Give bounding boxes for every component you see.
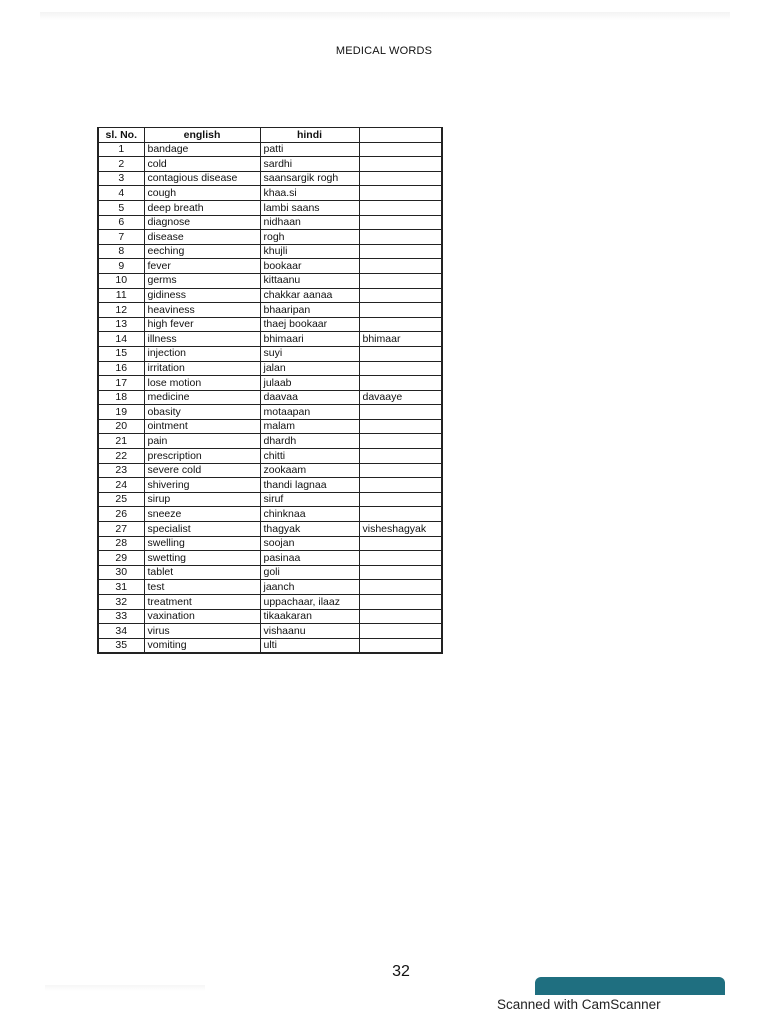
row-english: obasity xyxy=(144,405,260,420)
row-english: disease xyxy=(144,230,260,245)
row-extra xyxy=(359,361,442,376)
row-extra xyxy=(359,565,442,580)
row-sl-no: 6 xyxy=(98,215,144,230)
row-hindi: suyi xyxy=(260,346,359,361)
table-row xyxy=(98,361,442,376)
row-sl-no: 15 xyxy=(98,346,144,361)
row-hindi: chinknaa xyxy=(260,507,359,522)
row-extra xyxy=(359,215,442,230)
row-hindi: khaa.si xyxy=(260,186,359,201)
row-sl-no: 8 xyxy=(98,244,144,259)
row-sl-no: 18 xyxy=(98,390,144,405)
row-hindi: siruf xyxy=(260,492,359,507)
row-extra xyxy=(359,638,442,653)
row-english: treatment xyxy=(144,595,260,610)
row-extra xyxy=(359,536,442,551)
row-extra: bhimaar xyxy=(359,332,442,347)
row-sl-no: 14 xyxy=(98,332,144,347)
row-hindi: jalan xyxy=(260,361,359,376)
row-extra xyxy=(359,434,442,449)
row-sl-no: 21 xyxy=(98,434,144,449)
row-hindi: jaanch xyxy=(260,580,359,595)
row-english: lose motion xyxy=(144,376,260,391)
table-row xyxy=(98,609,442,624)
row-hindi: lambi saans xyxy=(260,200,359,215)
row-extra xyxy=(359,478,442,493)
row-hindi: kittaanu xyxy=(260,273,359,288)
document-title: MEDICAL WORDS xyxy=(335,45,433,57)
row-sl-no: 13 xyxy=(98,317,144,332)
row-sl-no: 33 xyxy=(98,609,144,624)
row-sl-no: 2 xyxy=(98,157,144,172)
row-hindi: motaapan xyxy=(260,405,359,420)
row-english: illness xyxy=(144,332,260,347)
table-row xyxy=(98,142,442,157)
table-row xyxy=(98,259,442,274)
row-sl-no: 3 xyxy=(98,171,144,186)
table-row xyxy=(98,303,442,318)
row-extra xyxy=(359,200,442,215)
row-hindi: bhimaari xyxy=(260,332,359,347)
row-hindi: dhardh xyxy=(260,434,359,449)
table-row xyxy=(98,200,442,215)
row-sl-no: 24 xyxy=(98,478,144,493)
row-sl-no: 34 xyxy=(98,624,144,639)
row-english: injection xyxy=(144,346,260,361)
scan-edge-artifact xyxy=(40,12,730,20)
row-english: pain xyxy=(144,434,260,449)
row-hindi: nidhaan xyxy=(260,215,359,230)
medical-words-table xyxy=(97,127,443,654)
row-english: fever xyxy=(144,259,260,274)
row-sl-no: 30 xyxy=(98,565,144,580)
row-english: severe cold xyxy=(144,463,260,478)
row-extra xyxy=(359,609,442,624)
row-hindi: bookaar xyxy=(260,259,359,274)
row-hindi: thandi lagnaa xyxy=(260,478,359,493)
row-extra xyxy=(359,405,442,420)
table-row xyxy=(98,157,442,172)
table-row xyxy=(98,346,442,361)
row-extra xyxy=(359,142,442,157)
table-row xyxy=(98,595,442,610)
table-row xyxy=(98,463,442,478)
row-english: sirup xyxy=(144,492,260,507)
row-sl-no: 26 xyxy=(98,507,144,522)
row-english: deep breath xyxy=(144,200,260,215)
table-row xyxy=(98,536,442,551)
row-english: vaxination xyxy=(144,609,260,624)
row-sl-no: 4 xyxy=(98,186,144,201)
table-row xyxy=(98,624,442,639)
row-english: germs xyxy=(144,273,260,288)
row-hindi: tikaakaran xyxy=(260,609,359,624)
row-hindi: saansargik rogh xyxy=(260,171,359,186)
row-sl-no: 31 xyxy=(98,580,144,595)
row-extra: visheshagyak xyxy=(359,522,442,537)
scan-edge-artifact xyxy=(45,985,205,991)
row-english: ointment xyxy=(144,419,260,434)
row-english: heaviness xyxy=(144,303,260,318)
camscanner-label: Scanned with CamScanner xyxy=(497,997,661,1012)
table-row xyxy=(98,565,442,580)
row-english: diagnose xyxy=(144,215,260,230)
row-sl-no: 23 xyxy=(98,463,144,478)
row-sl-no: 19 xyxy=(98,405,144,420)
row-hindi: pasinaa xyxy=(260,551,359,566)
row-sl-no: 35 xyxy=(98,638,144,653)
row-extra xyxy=(359,230,442,245)
row-extra xyxy=(359,463,442,478)
row-sl-no: 17 xyxy=(98,376,144,391)
table-row xyxy=(98,390,442,405)
row-hindi: zookaam xyxy=(260,463,359,478)
table-row xyxy=(98,317,442,332)
table-row xyxy=(98,638,442,653)
row-english: swelling xyxy=(144,536,260,551)
table-row xyxy=(98,478,442,493)
row-hindi: thaej bookaar xyxy=(260,317,359,332)
row-extra xyxy=(359,580,442,595)
table-row xyxy=(98,273,442,288)
row-hindi: malam xyxy=(260,419,359,434)
row-sl-no: 7 xyxy=(98,230,144,245)
row-english: bandage xyxy=(144,142,260,157)
row-extra xyxy=(359,273,442,288)
table-row xyxy=(98,215,442,230)
row-english: specialist xyxy=(144,522,260,537)
row-extra xyxy=(359,303,442,318)
table-row xyxy=(98,522,442,537)
row-sl-no: 25 xyxy=(98,492,144,507)
row-sl-no: 9 xyxy=(98,259,144,274)
table-row xyxy=(98,244,442,259)
row-english: test xyxy=(144,580,260,595)
row-english: eeching xyxy=(144,244,260,259)
row-english: gidiness xyxy=(144,288,260,303)
row-english: irritation xyxy=(144,361,260,376)
row-extra xyxy=(359,186,442,201)
row-extra: davaaye xyxy=(359,390,442,405)
row-sl-no: 12 xyxy=(98,303,144,318)
row-extra xyxy=(359,346,442,361)
row-hindi: patti xyxy=(260,142,359,157)
row-hindi: chitti xyxy=(260,449,359,464)
row-english: medicine xyxy=(144,390,260,405)
row-hindi: uppachaar, ilaaz xyxy=(260,595,359,610)
row-hindi: goli xyxy=(260,565,359,580)
row-extra xyxy=(359,419,442,434)
row-extra xyxy=(359,171,442,186)
row-sl-no: 32 xyxy=(98,595,144,610)
table-row xyxy=(98,580,442,595)
row-extra xyxy=(359,259,442,274)
table-body xyxy=(98,142,442,653)
row-english: swetting xyxy=(144,551,260,566)
row-english: contagious disease xyxy=(144,171,260,186)
row-english: sneeze xyxy=(144,507,260,522)
header-english: english xyxy=(144,128,260,143)
row-extra xyxy=(359,507,442,522)
camscanner-banner xyxy=(535,977,725,995)
row-extra xyxy=(359,288,442,303)
row-english: shivering xyxy=(144,478,260,493)
row-hindi: soojan xyxy=(260,536,359,551)
table-row xyxy=(98,332,442,347)
header-hindi: hindi xyxy=(260,128,359,143)
row-extra xyxy=(359,157,442,172)
row-hindi: sardhi xyxy=(260,157,359,172)
table-row xyxy=(98,551,442,566)
row-hindi: vishaanu xyxy=(260,624,359,639)
row-hindi: thagyak xyxy=(260,522,359,537)
table-row xyxy=(98,492,442,507)
row-hindi: julaab xyxy=(260,376,359,391)
row-english: cough xyxy=(144,186,260,201)
page-number: 32 xyxy=(392,963,410,980)
row-sl-no: 29 xyxy=(98,551,144,566)
row-english: virus xyxy=(144,624,260,639)
row-sl-no: 10 xyxy=(98,273,144,288)
row-sl-no: 1 xyxy=(98,142,144,157)
table-header-row xyxy=(98,128,442,143)
row-english: high fever xyxy=(144,317,260,332)
table-row xyxy=(98,186,442,201)
row-hindi: ulti xyxy=(260,638,359,653)
row-extra xyxy=(359,244,442,259)
row-sl-no: 11 xyxy=(98,288,144,303)
row-extra xyxy=(359,317,442,332)
table-row xyxy=(98,449,442,464)
table-row xyxy=(98,376,442,391)
table-row xyxy=(98,507,442,522)
row-extra xyxy=(359,595,442,610)
row-sl-no: 27 xyxy=(98,522,144,537)
row-extra xyxy=(359,624,442,639)
table-row xyxy=(98,230,442,245)
row-hindi: rogh xyxy=(260,230,359,245)
table-row xyxy=(98,419,442,434)
row-english: prescription xyxy=(144,449,260,464)
row-sl-no: 28 xyxy=(98,536,144,551)
row-extra xyxy=(359,376,442,391)
table-row xyxy=(98,288,442,303)
row-hindi: khujli xyxy=(260,244,359,259)
row-sl-no: 22 xyxy=(98,449,144,464)
table-row xyxy=(98,171,442,186)
row-extra xyxy=(359,449,442,464)
row-english: cold xyxy=(144,157,260,172)
row-english: vomiting xyxy=(144,638,260,653)
header-sl-no: sl. No. xyxy=(98,128,144,143)
row-extra xyxy=(359,551,442,566)
table-row xyxy=(98,434,442,449)
row-hindi: chakkar aanaa xyxy=(260,288,359,303)
row-sl-no: 20 xyxy=(98,419,144,434)
row-hindi: daavaa xyxy=(260,390,359,405)
row-english: tablet xyxy=(144,565,260,580)
table-row xyxy=(98,405,442,420)
row-hindi: bhaaripan xyxy=(260,303,359,318)
header-extra xyxy=(359,128,442,143)
row-sl-no: 16 xyxy=(98,361,144,376)
row-sl-no: 5 xyxy=(98,200,144,215)
row-extra xyxy=(359,492,442,507)
